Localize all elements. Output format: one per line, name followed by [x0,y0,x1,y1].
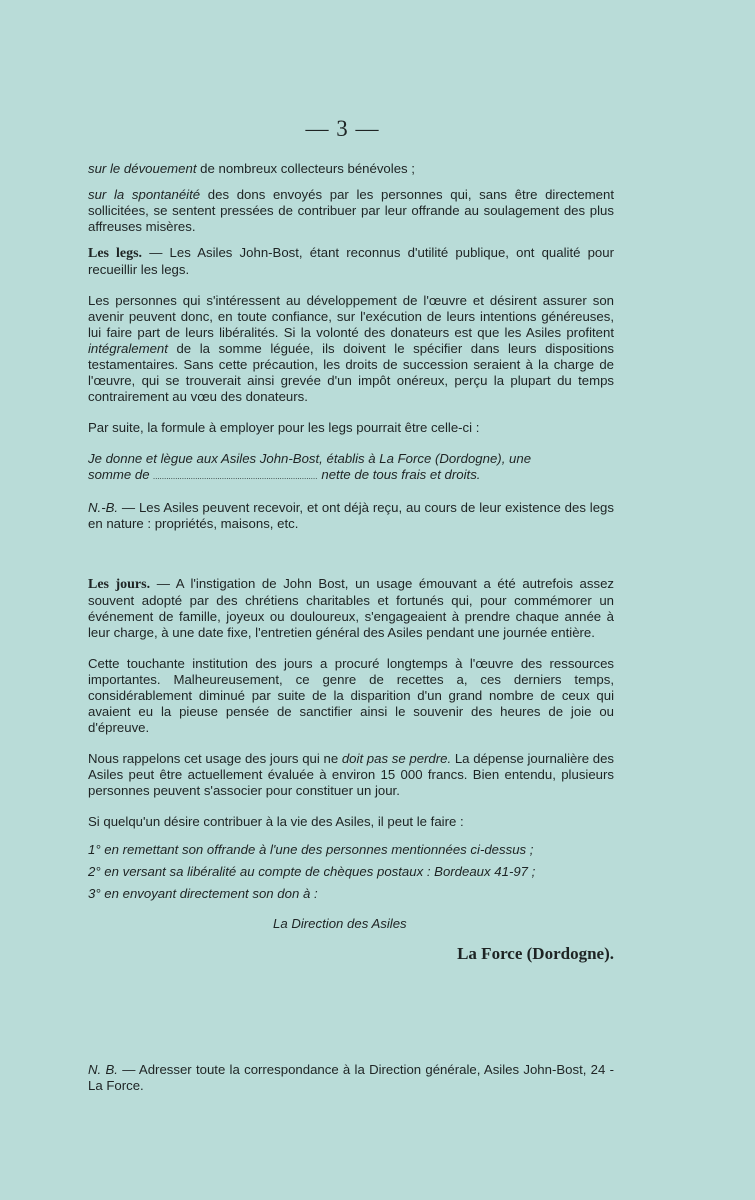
paragraph-contribuer: Si quelqu'un désire contribuer à la vie des Asiles, il peut le faire : [88,814,464,829]
section-heading-jours: Les jours. [88,577,151,592]
paragraph-text: — Adresser toute la correspondance à la Direction générale, Asiles John-Bost, 24 - La Force. [88,1062,615,1093]
paragraph-text: Les personnes qui s'intéressent au développement de l'œuvre et désirent assurer son avenir peuvent donc, en toute confiance, sur l'exécution de leurs intentions généreuses, lui faire part de leurs libéralités. Si la volonté des donateurs est que les Asiles profitent [88,293,614,340]
section-legs [88,245,614,278]
italic-phrase: sur le dévouement [88,161,197,176]
signature-direction: La Direction des Asiles [273,916,407,931]
paragraph-personnes [88,293,614,405]
paragraph-spontaneite [88,187,614,235]
section-jours [88,576,614,641]
list-item: 2° en versant sa libéralité au compte de chèques postaux : Bordeaux 41-97 ; [88,864,536,879]
paragraph-text: — A l'instigation de John Bost, un usage émouvant a été autrefois assez souvent adopté par des chrétiens charitables et fortunés qui, pour commémorer un événement de famille, joyeux ou douloureux, s'engageaient à prendre chaque année à leur charge, à une date fixe, l'entretien général des Asiles pendant une journée entière. [88,576,614,640]
list-item: 3° en envoyant directement son don à : [88,886,318,901]
formula-end: nette de tous frais et droits. [317,467,481,482]
paragraph-text: La dépense journalière des Asiles peut être actuellement évaluée à environ 15 000 francs. Bien entendu, plusieurs personnes peuvent s'associer pour constituer un jour. [88,751,615,798]
formula-line: Je donne et lègue aux Asiles John-Bost, établis à La Force (Dordogne), une [88,451,532,466]
note-label: N. B. [88,1062,118,1077]
italic-phrase: intégralement [88,341,168,356]
paragraph-text: de nombreux collecteurs bénévoles ; [196,161,415,176]
paragraph-text: — Les Asiles peuvent recevoir, et ont déjà reçu, au cours de leur existence des legs en nature : propriétés, maisons, etc. [88,500,614,531]
italic-phrase: sur la spontanéité [88,187,201,202]
formula-blank: .......................................................................... [153,472,318,481]
paragraph-institution: Cette touchante institution des jours a procuré longtemps à l'œuvre des ressources importantes. Malheureusement, ce genre de recettes a, ces derniers temps, considérablement diminué par suite de la disparition d'un grand nombre de ceux qui avaient eu la pieuse pensée de sanctifier ainsi le souvenir des heures de joie ou d'épreuve. [88,656,614,735]
note-legs-nature [88,500,614,532]
legacy-formula [88,451,614,485]
page-number: — 3 — [305,116,380,141]
paragraph-rappel [88,751,614,799]
note-correspondance [88,1062,614,1094]
signature-place: La Force (Dordogne). [457,944,614,963]
paragraph-text: des dons envoyés par les personnes qui, sans être directement sollicitées, se sentent pressées de contribuer par leur offrande au soulagement des plus affreuses misères. [88,187,614,234]
italic-phrase: doit pas se perdre. [341,751,452,766]
contribution-list [88,842,614,902]
paragraph-devouement [88,161,614,177]
page-body [88,161,614,1094]
list-item: 1° en remettant son offrande à l'une des personnes mentionnées ci-dessus ; [88,842,534,857]
paragraph-text: — Les Asiles John-Bost, étant reconnus d'utilité publique, ont qualité pour recueillir les legs. [88,245,614,277]
paragraph-formule-intro: Par suite, la formule à employer pour les legs pourrait être celle-ci : [88,420,480,435]
paragraph-text: de la somme léguée, ils doivent le spécifier dans leurs dispositions testamentaires. Sans cette précaution, les droits de succession seraient à la charge de l'œuvre, qui se trouverait ainsi grevée d'un impôt onéreux, perçu la plupart du temps contrairement au vœu des donateurs. [88,341,614,404]
formula-start: somme de [88,467,154,482]
section-heading-legs: Les legs. [88,246,143,261]
note-label: N.-B. [88,500,119,515]
paragraph-text: Nous rappelons cet usage des jours qui ne [88,751,342,766]
